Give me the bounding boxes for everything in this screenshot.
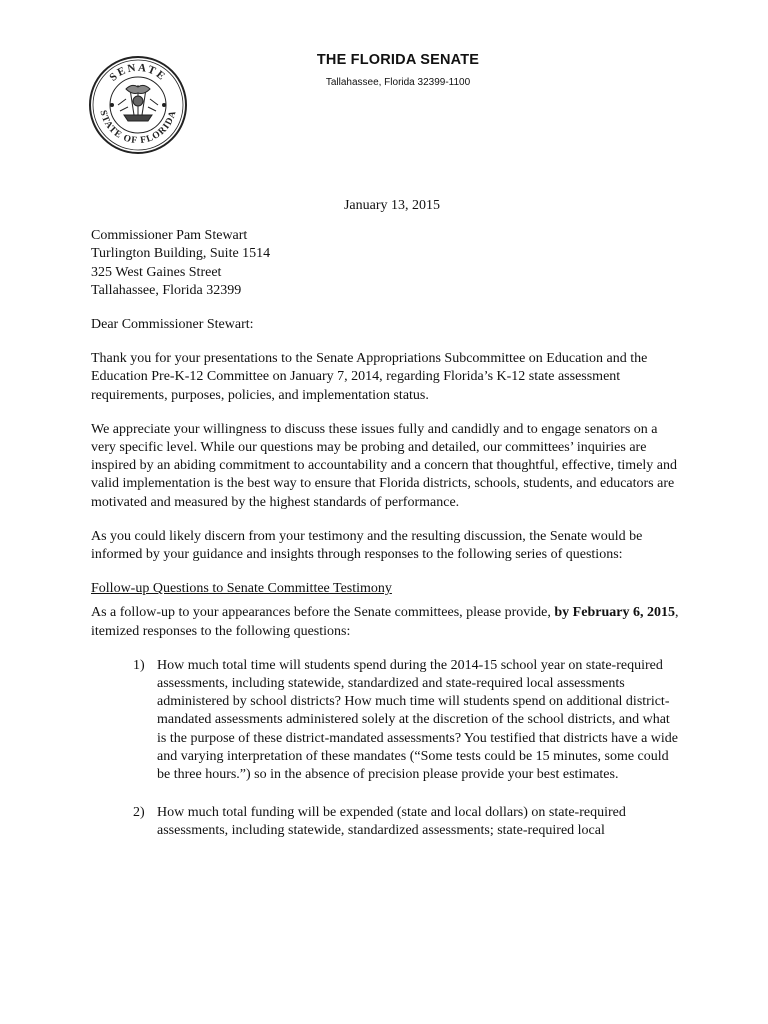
list-item xyxy=(91,657,681,784)
recipient-address xyxy=(91,227,681,300)
letter-date: January 13, 2015 xyxy=(343,198,441,213)
seal-text-bottom: STATE OF FLORIDA xyxy=(97,109,179,147)
followup-text: , itemized responses to the following questions: xyxy=(91,605,679,639)
recipient-line: Tallahassee, Florida 32399 xyxy=(91,282,242,298)
letterhead-address: Tallahassee, Florida 32399-1100 xyxy=(325,77,471,88)
section-heading: Follow-up Questions to Senate Committee Testimony xyxy=(91,581,392,597)
question-text: How much total time will students spend during the 2014-15 school year on state-required assessments, including statewide, standardized and state-required local assessments administered by school districts? How much time will students spend on additional district-mandated assessments administered solely at the discretion of the school districts, and what is the purpose of these district-mandated assessments? You testified that districts have a wide and varying interpretation of these mandates (“Some tests could be 15 minutes, some could be three hours.”) so in the absence of precision please provide your best estimates. xyxy=(157,657,679,783)
recipient-line: Turlington Building, Suite 1514 xyxy=(91,246,271,262)
question-list xyxy=(91,657,681,841)
salutation: Dear Commissioner Stewart: xyxy=(91,317,254,333)
recipient-line: 325 West Gaines Street xyxy=(91,264,222,280)
due-date: by February 6, 2015 xyxy=(554,605,675,621)
paragraph: Thank you for your presentations to the Senate Appropriations Subcommittee on Education and the Education Pre-K-12 Committee on January 7, 2014, regarding Florida’s K-12 state assessment requirements, purposes, policies, and implementation status. xyxy=(91,351,648,403)
list-item xyxy=(91,804,681,840)
seal-text-top: SENATE xyxy=(107,61,169,84)
question-number: 1) xyxy=(133,657,145,673)
paragraph: As you could likely discern from your testimony and the resulting discussion, the Senate would be informed by your guidance and insights through responses to the following series of questions: xyxy=(91,528,643,563)
question-text: How much total funding will be expended (state and local dollars) on state-required assessments, including statewide, standardized assessments; state-required local xyxy=(157,805,626,839)
florida-senate-seal xyxy=(88,55,188,155)
followup-paragraph xyxy=(91,604,681,640)
paragraph: We appreciate your willingness to discuss these issues fully and candidly and to engage senators on a very specific level. While our questions may be probing and detailed, our committees’ inquiries are inspired by an abiding commitment to accountability and a concern that thoughtful, effective, timely and valid implementation is the best way to ensure that Florida districts, schools, students, and educators are motivated and measured by the highest standards of performance. xyxy=(91,421,678,510)
followup-text: As a follow-up to your appearances before the Senate committees, please provide, xyxy=(91,605,555,621)
recipient-line: Commissioner Pam Stewart xyxy=(91,228,248,244)
question-number: 2) xyxy=(133,805,145,821)
letter-body xyxy=(91,197,681,861)
letterhead-title: THE FLORIDA SENATE xyxy=(316,52,480,68)
